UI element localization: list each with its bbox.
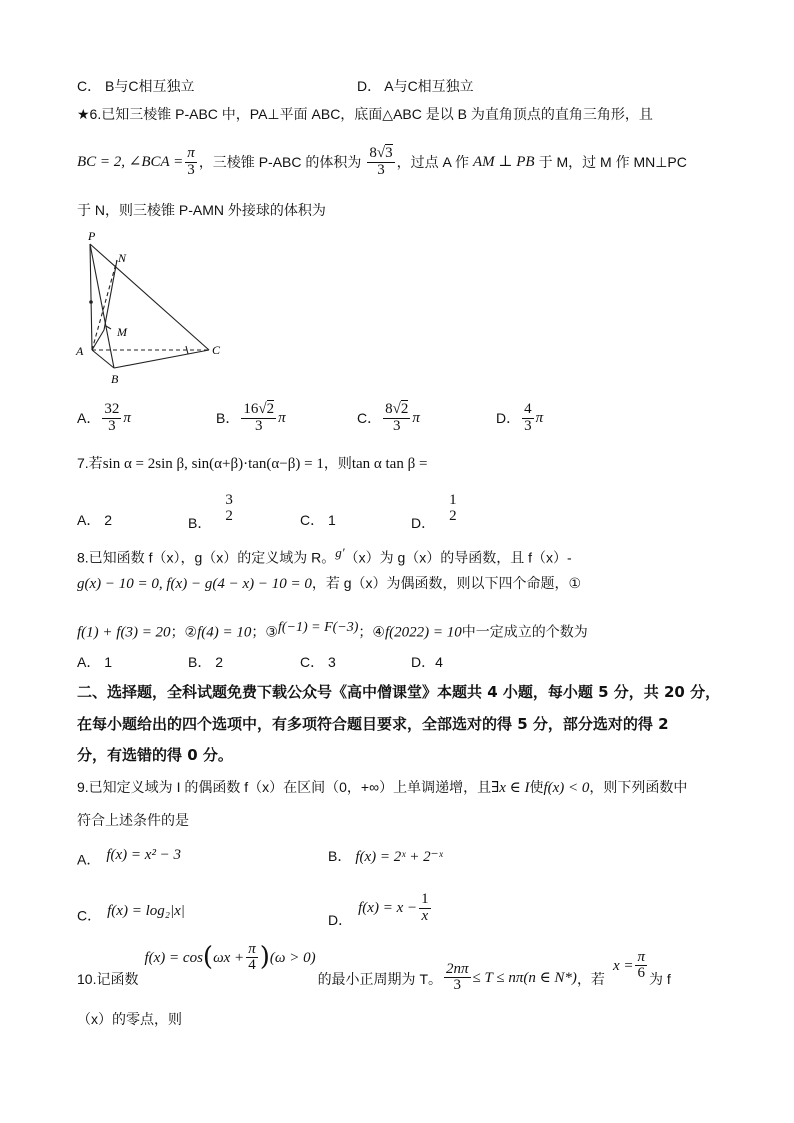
- q9-stem-line2: 符合上述条件的是: [77, 812, 189, 828]
- q8-stem-line2: g(x) − 10 = 0, f(x) − g(4 − x) − 10 = 0，若 g（x）为偶函数，则以下四个命题，①: [77, 575, 582, 592]
- q6-option-c: C． $\frac{8√2}{3}$ π: [357, 401, 420, 434]
- fig-label-p: P: [88, 229, 96, 243]
- q5-option-c: C． B与C相互独立: [77, 78, 195, 94]
- q8-stem-line3: f(1) + f(3) = 20；②f(4) = 10；③$^{f(-1) = F(-3)}$；④f(2022) = 10中一定成立的个数为: [77, 620, 588, 641]
- section2-heading-line2: 在每小题给出的四个选项中，有多项符合题目要求，全部选对的得 5 分，部分选对的得 2: [77, 715, 669, 733]
- fig-label-b: B: [111, 372, 119, 386]
- q8-option-b: B． 2: [188, 654, 224, 670]
- q6-stem-line3: 于 N，则三棱锥 P-AMN 外接球的体积为: [77, 202, 326, 218]
- section2-heading-line3: 分，有选错的得 0 分。: [77, 746, 233, 764]
- q6-am-perp-pb: AM ⊥ PB: [472, 154, 535, 170]
- q9-option-a: A． $^{f(x) = x^2 - 3}$: [77, 847, 182, 868]
- fig-label-c: C: [212, 343, 221, 357]
- q6-stem-line1: ★6.已知三棱锥 P-ABC 中，PA⊥平面 ABC，底面△ABC 是以 B 为直角顶点的直角三角形，且: [77, 106, 653, 122]
- q10-stem-line2: （x）的零点，则: [77, 1011, 182, 1027]
- q7-option-d: D． 1 2: [411, 492, 457, 531]
- q9-option-b: B． f(x) = 2ˣ + 2⁻ˣ: [328, 848, 443, 865]
- section2-heading-line1: 二、选择题，全科试题免费下载公众号《高中僧课堂》本题共 4 小题，每小题 5 分，共 20 分，: [77, 683, 721, 701]
- q6-option-b: B． $\frac{16√2}{3}$ π: [216, 401, 286, 434]
- q10-stem-line1: 10.记函数 f(x) = cos ( ωx + $\frac{\pi}{4}$ ) (ω > 0) 的最小正周期为 T。 $\frac{2n\pi}{3}$ ≤ T ≤ nπ(n ∈ N*) ，若 x = $\frac{\pi}{6}$ 为 f: [77, 940, 671, 994]
- q8-option-d: D．4: [411, 654, 443, 670]
- q6-bc-condition: BC = 2, ∠BCA =: [77, 154, 184, 170]
- q6-pi-over-3: $\frac{\pi}{3}$: [187, 144, 195, 178]
- q6-option-a: A． $\frac{32}{3}$ π: [77, 401, 131, 434]
- q7-option-a: A． 2: [77, 512, 113, 528]
- q8-stem-line1: 8.已知函数 f（x），g（x）的定义域为 R。$^{g'}$（x）为 g（x）的导函数，且 f（x）-: [77, 545, 572, 566]
- fig-label-n: N: [118, 251, 127, 265]
- q7-stem: 7.若sin α = 2sin β, sin(α+β)·tan(α−β) = 1，则tan α tan β =: [77, 455, 428, 472]
- fig-label-m: M: [117, 325, 127, 339]
- q6-volume-fraction: $\frac{8√3}{3}$: [369, 144, 393, 178]
- q6-pyramid-figure: [74, 228, 234, 392]
- q6-stem-line2: BC = 2, ∠BCA = $\frac{\pi}{3}$ ，三棱锥 P-ABC 的体积为 $\frac{8√3}{3}$ ，过点 A 作 AM ⊥ PB 于 M，过 M 作 MN⊥PC: [77, 144, 687, 178]
- q9-stem-line1: 9.已知定义域为 I 的偶函数 f（x）在区间（0，+∞）上单调递增，且∃x ∈ I使f(x) < 0，则下列函数中: [77, 779, 688, 796]
- q9-option-c: C． $^{f(x) = log_2|x|}$: [77, 903, 185, 924]
- q5-option-d: D． A与C相互独立: [357, 78, 474, 94]
- q8-option-a: A． 1: [77, 654, 113, 670]
- q7-option-c: C． 1: [300, 512, 336, 528]
- q7-option-b: B． 3 2: [188, 492, 233, 531]
- q8-option-c: C． 3: [300, 654, 336, 670]
- q9-option-d: D． f(x) = x − $\frac{1}{x}$: [328, 890, 429, 928]
- q6-option-d: D． $\frac{4}{3}$ π: [496, 401, 544, 434]
- fig-label-a: A: [76, 344, 84, 358]
